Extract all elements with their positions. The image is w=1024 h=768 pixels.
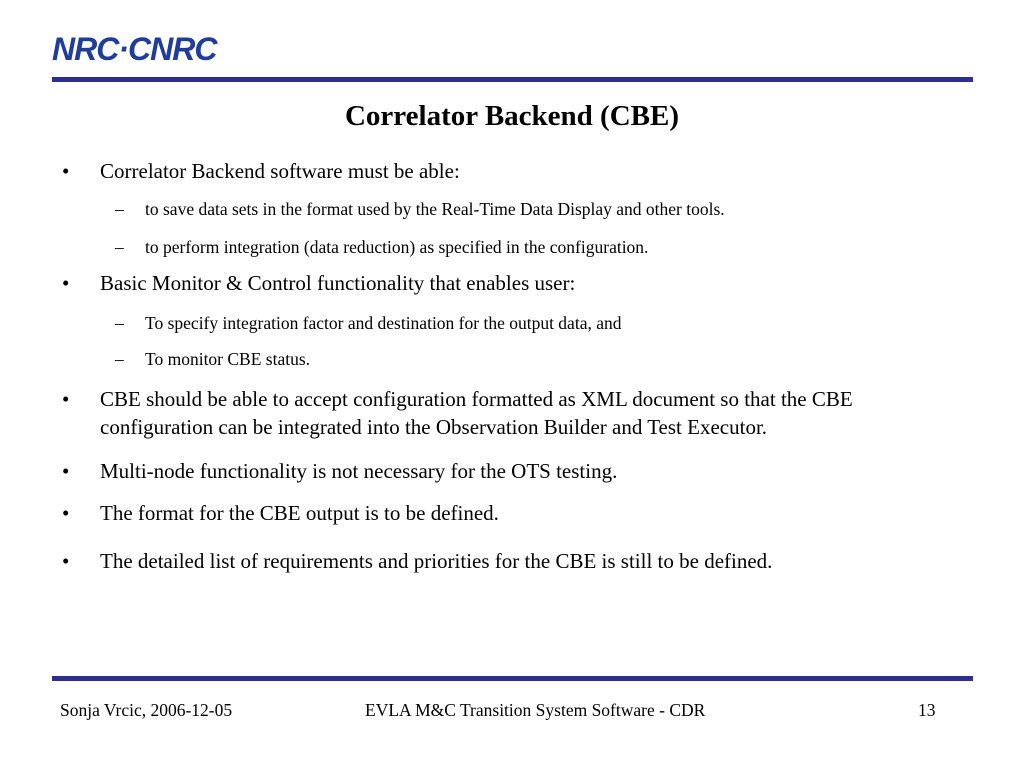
sub-bullet-item xyxy=(60,235,950,259)
sub-bullet-item xyxy=(60,311,950,335)
bullet-item xyxy=(60,385,950,441)
bullet-marker: • xyxy=(62,459,70,483)
footer-presentation-title: EVLA M&C Transition System Software - CDR xyxy=(365,700,706,720)
sub-bullet-text: to perform integration (data reduction) as specified in the configuration. xyxy=(145,237,649,257)
bullet-marker: • xyxy=(62,387,70,411)
footer-divider xyxy=(52,676,973,681)
bullet-text: Multi-node functionality is not necessary for the OTS testing. xyxy=(100,459,618,483)
bullet-item xyxy=(60,457,950,485)
sub-bullet-text: To specify integration factor and destination for the output data, and xyxy=(145,313,622,333)
sub-bullet-item xyxy=(60,347,950,371)
slide-title: Correlator Backend (CBE) xyxy=(344,100,679,132)
bullet-text: The detailed list of requirements and priorities for the CBE is still to be defined. xyxy=(100,549,773,573)
bullet-item xyxy=(60,157,950,185)
bullet-text: Correlator Backend software must be able: xyxy=(100,159,460,183)
bullet-marker: • xyxy=(62,159,70,183)
bullet-item xyxy=(60,269,950,297)
slide-content xyxy=(60,155,950,575)
bullet-marker: • xyxy=(62,271,70,295)
page-number: 13 xyxy=(918,700,936,720)
bullet-marker: • xyxy=(62,501,70,525)
header-divider xyxy=(52,77,973,82)
bullet-item xyxy=(60,499,950,527)
bullet-text: The format for the CBE output is to be defined. xyxy=(100,501,499,525)
sub-bullet-item xyxy=(60,197,950,221)
sub-bullet-text: to save data sets in the format used by the Real-Time Data Display and other tools. xyxy=(145,199,725,219)
dash-marker: – xyxy=(115,313,124,333)
dash-marker: – xyxy=(115,237,124,257)
sub-bullet-text: To monitor CBE status. xyxy=(145,349,311,369)
dash-marker: – xyxy=(115,349,124,369)
nrc-cnrc-logo: NRC·CNRC xyxy=(52,31,217,67)
bullet-item xyxy=(60,547,950,575)
bullet-marker: • xyxy=(62,549,70,573)
bullet-text: Basic Monitor & Control functionality that enables user: xyxy=(100,271,576,295)
dash-marker: – xyxy=(115,199,124,219)
footer-author-date: Sonja Vrcic, 2006-12-05 xyxy=(60,700,233,720)
bullet-text: CBE should be able to accept configuration formatted as XML document so that the CBE configuration can be integrated into the Observation Builder and Test Executor. xyxy=(100,387,853,439)
